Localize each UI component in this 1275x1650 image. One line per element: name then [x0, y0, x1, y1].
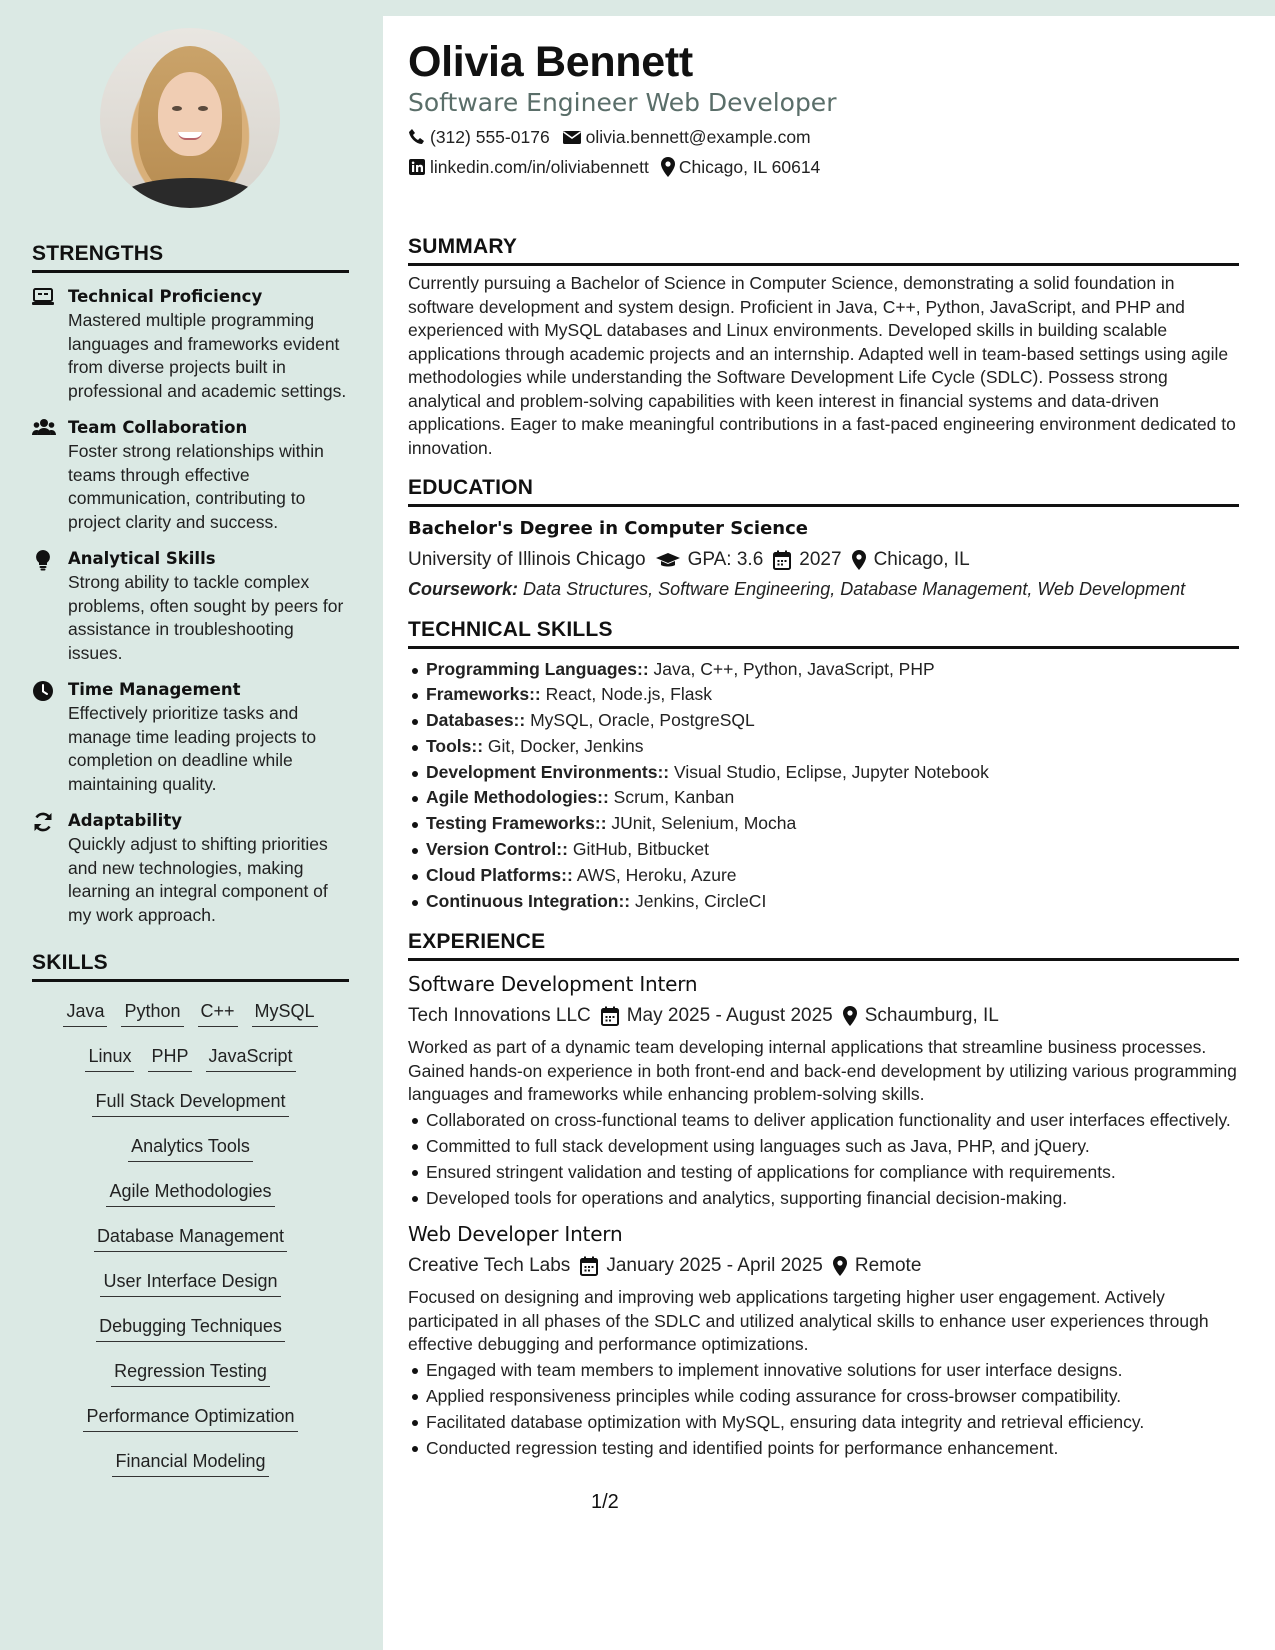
linkedin-link[interactable]: linkedin.com/in/oliviabennett — [430, 156, 649, 177]
education-meta — [408, 546, 1239, 574]
job-entry — [408, 970, 1239, 1210]
graduation-cap-icon — [656, 551, 680, 569]
job-location: Remote — [854, 1255, 922, 1277]
list-item: Programming Languages:: Java, C++, Python, JavaScript, PHP — [408, 657, 1239, 683]
phone-icon — [408, 128, 426, 146]
coursework — [408, 578, 1239, 602]
job-entry — [408, 1220, 1239, 1460]
list-item: Development Environments:: Visual Studio, Eclipse, Jupyter Notebook — [408, 760, 1239, 786]
job-location: Schaumburg, IL — [864, 1005, 999, 1027]
contact-row — [408, 155, 1239, 179]
strength-title: Time Management — [68, 680, 241, 699]
location-text: Chicago, IL 60614 — [678, 156, 821, 177]
refresh-icon — [32, 809, 68, 927]
strength-desc: Mastered multiple programming languages and frameworks evident from diverse projects built in professional and academic settings. — [68, 310, 347, 401]
strength-item — [32, 678, 349, 796]
location-pin-icon — [852, 550, 866, 570]
list-item: Frameworks:: React, Node.js, Flask — [408, 682, 1239, 708]
strength-title: Adaptability — [68, 811, 182, 830]
page-number: 1/2 — [591, 1491, 619, 1513]
gpa-text: GPA: 3.6 — [687, 549, 764, 570]
main-content — [383, 16, 1275, 1650]
list-item: Collaborated on cross-functional teams to deliver application functionality and user interfaces effectively. — [408, 1109, 1239, 1133]
experience-heading: EXPERIENCE — [408, 930, 1239, 961]
clock-icon — [32, 678, 68, 796]
candidate-role: Software Engineer Web Developer — [408, 88, 837, 117]
job-title: Software Development Intern — [408, 972, 698, 997]
list-item: Version Control:: GitHub, Bitbucket — [408, 837, 1239, 863]
company-name: Tech Innovations LLC — [408, 1005, 591, 1027]
skill-tag: Agile Methodologies — [106, 1177, 274, 1207]
company-name: Creative Tech Labs — [408, 1255, 571, 1277]
skill-tag: Full Stack Development — [92, 1087, 288, 1117]
strength-desc: Effectively prioritize tasks and manage time leading projects to completion on deadline while maintaining quality. — [68, 703, 317, 794]
list-item: Agile Methodologies:: Scrum, Kanban — [408, 785, 1239, 811]
technical-skills-list — [408, 657, 1239, 915]
skill-tag: Java — [63, 997, 107, 1027]
list-item: Databases:: MySQL, Oracle, PostgreSQL — [408, 708, 1239, 734]
skill-tag: Debugging Techniques — [96, 1312, 285, 1342]
profile-photo — [100, 28, 280, 208]
skills-list — [32, 992, 349, 1487]
job-meta — [408, 1002, 1239, 1030]
job-bullets — [408, 1109, 1239, 1211]
job-dates: January 2025 - April 2025 — [606, 1255, 823, 1277]
strength-title: Technical Proficiency — [68, 287, 263, 306]
email-link[interactable]: olivia.bennett@example.com — [585, 126, 811, 147]
skill-tag: Database Management — [94, 1222, 287, 1252]
list-item: Continuous Integration:: Jenkins, CircleCI — [408, 889, 1239, 915]
skill-tag: Performance Optimization — [83, 1402, 297, 1432]
job-dates: May 2025 - August 2025 — [626, 1005, 833, 1027]
skill-tag: Financial Modeling — [112, 1447, 268, 1477]
list-item: Engaged with team members to implement innovative solutions for user interface designs. — [408, 1359, 1239, 1383]
job-description: Worked as part of a dynamic team developing internal applications that streamline business processes. Gained hands-on experience in both front-end and back-end development by utilizing various programming languages and frameworks while enhancing problem-solving skills. — [408, 1037, 1237, 1105]
calendar-icon — [773, 550, 791, 570]
job-bullets — [408, 1359, 1239, 1461]
list-item: Applied responsiveness principles while coding assurance for cross-browser compatibility. — [408, 1385, 1239, 1409]
contact-row — [408, 125, 1239, 149]
summary-text: Currently pursuing a Bachelor of Science in Computer Science, demonstrating a solid foundation in software development and system design. Proficient in Java, C++, Python, JavaScript, and PHP and experienced with MySQL databases and Linux environments. Developed skills in building scalable applications through academic projects and an internship. Adapted well in team-based settings using agile methodologies while understanding the Software Development Life Cycle (SDLC). Possess strong analytical and problem-solving capabilities with keen interest in financial systems and data-driven applications. Eager to make meaningful contributions in a fast-paced engineering environment dedicated to innovation. — [408, 273, 1236, 458]
lightbulb-icon — [32, 547, 68, 665]
list-item: Developed tools for operations and analytics, supporting financial decision-making. — [408, 1187, 1239, 1211]
coursework-label: Coursework: — [408, 579, 519, 599]
school-location: Chicago, IL — [873, 549, 970, 570]
education-heading: EDUCATION — [408, 476, 1239, 507]
summary-heading: SUMMARY — [408, 235, 1239, 266]
school-name: University of Illinois Chicago — [408, 549, 646, 570]
candidate-name: Olivia Bennett — [408, 38, 693, 86]
calendar-icon — [601, 1006, 619, 1026]
skill-tag: PHP — [148, 1042, 191, 1072]
list-item: Cloud Platforms:: AWS, Heroku, Azure — [408, 863, 1239, 889]
job-description: Focused on designing and improving web applications targeting higher user engagement. Actively participated in all phases of the SDLC and utilized analytical skills to enhance user experiences through effective debugging and performance optimizations. — [408, 1287, 1209, 1355]
laptop-icon — [32, 285, 68, 403]
list-item: Facilitated database optimization with MySQL, ensuring data integrity and retrieval efficiency. — [408, 1411, 1239, 1435]
list-item: Testing Frameworks:: JUnit, Selenium, Mocha — [408, 811, 1239, 837]
skill-tag: Linux — [85, 1042, 134, 1072]
location-pin-icon — [661, 157, 675, 177]
skill-tag: C++ — [198, 997, 238, 1027]
degree-title: Bachelor's Degree in Computer Science — [408, 518, 808, 539]
location-pin-icon — [843, 1006, 857, 1026]
strength-desc: Foster strong relationships within teams through effective communication, contributing to project clarity and success. — [68, 441, 324, 532]
list-item: Tools:: Git, Docker, Jenkins — [408, 734, 1239, 760]
skill-tag: Python — [121, 997, 183, 1027]
job-title: Web Developer Intern — [408, 1222, 623, 1247]
skill-tag: Regression Testing — [111, 1357, 270, 1387]
skill-tag: User Interface Design — [100, 1267, 280, 1297]
envelope-icon — [562, 129, 582, 145]
strength-item — [32, 547, 349, 665]
sidebar — [0, 0, 383, 1650]
strengths-heading: STRENGTHS — [32, 242, 349, 273]
strengths-list — [32, 285, 349, 927]
skills-heading: SKILLS — [32, 951, 349, 982]
job-meta — [408, 1252, 1239, 1280]
phone-number: (312) 555-0176 — [430, 126, 550, 147]
strength-item — [32, 416, 349, 534]
calendar-icon — [580, 1256, 598, 1276]
list-item: Conducted regression testing and identified points for performance enhancement. — [408, 1437, 1239, 1461]
strength-title: Team Collaboration — [68, 418, 248, 437]
strength-desc: Quickly adjust to shifting priorities and new technologies, making learning an integral component of my work approach. — [68, 834, 328, 925]
strength-item — [32, 809, 349, 927]
skill-tag: JavaScript — [206, 1042, 296, 1072]
technical-skills-heading: TECHNICAL SKILLS — [408, 618, 1239, 649]
skill-tag: Analytics Tools — [128, 1132, 253, 1162]
strength-desc: Strong ability to tackle complex problems, often sought by peers for assistance in troubleshooting issues. — [68, 572, 344, 663]
users-icon — [32, 416, 68, 534]
coursework-list: Data Structures, Software Engineering, Database Management, Web Development — [523, 579, 1186, 599]
location-pin-icon — [833, 1256, 847, 1276]
strength-item — [32, 285, 349, 403]
list-item: Committed to full stack development using languages such as Java, PHP, and jQuery. — [408, 1135, 1239, 1159]
skill-tag: MySQL — [252, 997, 318, 1027]
strength-title: Analytical Skills — [68, 549, 216, 568]
list-item: Ensured stringent validation and testing of applications for compliance with requirements. — [408, 1161, 1239, 1185]
graduation-year: 2027 — [799, 549, 842, 570]
linkedin-icon — [408, 158, 426, 176]
